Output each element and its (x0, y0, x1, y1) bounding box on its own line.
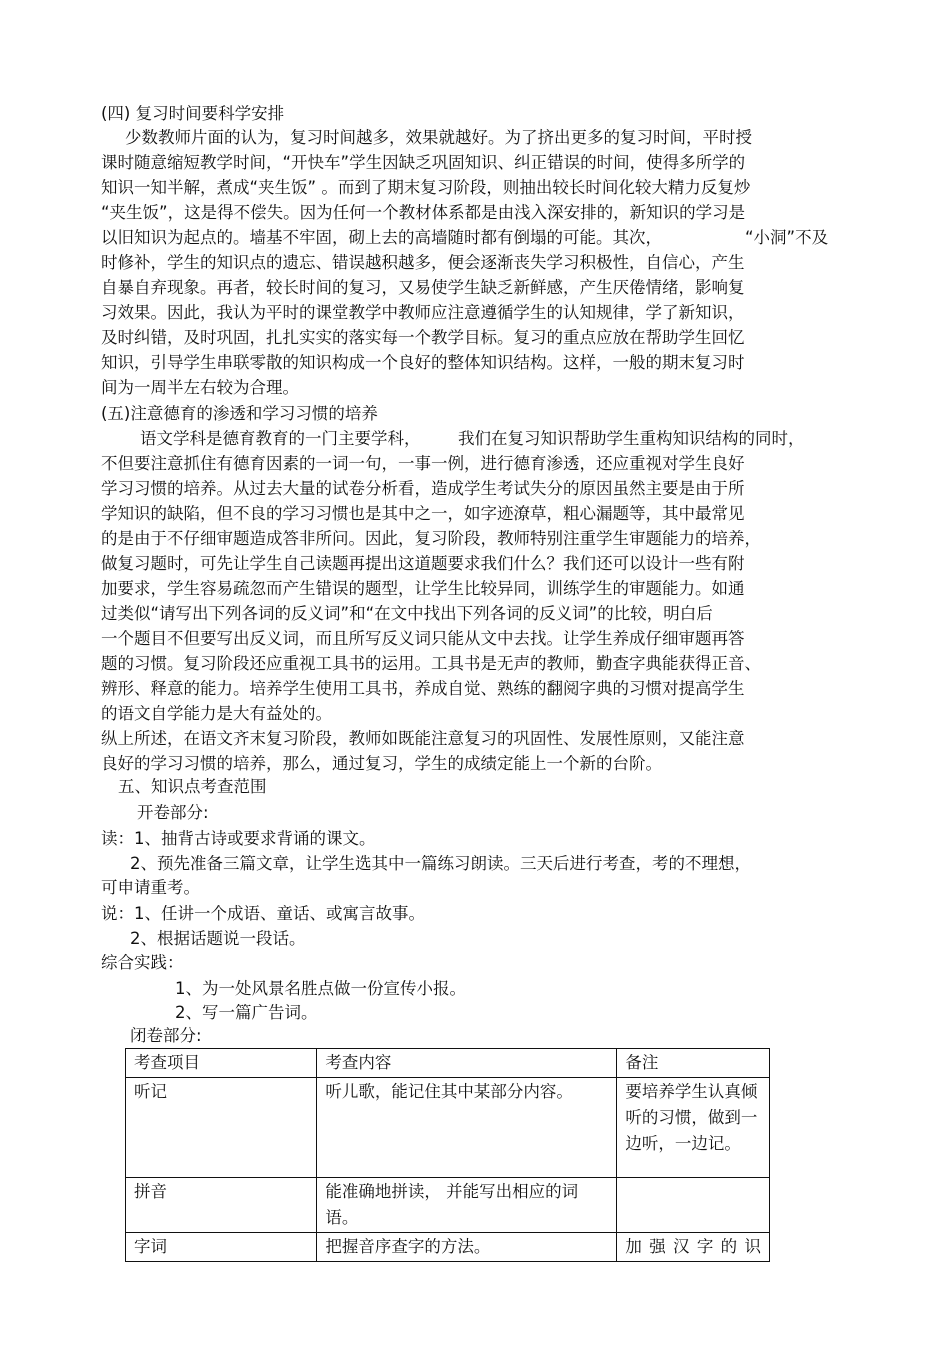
paragraph-line: “夹生饭”，这是得不偿失。因为任何一个教材体系都是由浅入深安排的，新知识的学习是 (101, 203, 746, 222)
paragraph-line: 间为一周半左右较为合理。 (101, 378, 299, 397)
table-row (126, 1178, 770, 1233)
paragraph-line: 一个题目不但要写出反义词，而且所写反义词只能从文中去找。让学生养成仔细审题再答 (101, 629, 745, 648)
paragraph-line: 习效果。因此，我认为平时的课堂教学中教师应注意遵循学生的认知规律，学了新知识， (101, 303, 745, 322)
paragraph-line: 及时纠错，及时巩固，扎扎实实的落实每一个教学目标。复习的重点应放在帮助学生回忆 (101, 328, 745, 347)
paragraph-line: 学习习惯的培养。从过去大量的试卷分析看，造成学生考试失分的原因虽然主要是由于所 (101, 479, 745, 498)
item-cell: 听记 (126, 1078, 317, 1178)
section-5-heading: (五)注意德育的渗透和学习习惯的培养 (101, 404, 378, 423)
paragraph-line: “小洞”不及 (745, 228, 829, 247)
paragraph-line: 的是由于不仔细审题造成答非所问。因此，复习阶段，教师特别注重学生审题能力的培养， (101, 529, 761, 548)
content-cell: 听儿歌，能记住其中某部分内容。 (317, 1078, 617, 1178)
note-cell: 加强汉字的识 (617, 1233, 770, 1262)
note-cell (617, 1178, 770, 1233)
paragraph-line: 过类似“请写出下列各词的反义词”和“在文中找出下列各词的反义词”的比较，明白后 (101, 604, 713, 623)
item-cell: 字词 (126, 1233, 317, 1262)
scope-heading: 五、知识点考查范围 (118, 777, 267, 796)
paragraph-line: 少数教师片面的认为，复习时间越多，效果就越好。为了挤出更多的复习时间，平时授 (125, 128, 752, 147)
paragraph-line: 的语文自学能力是大有益处的。 (101, 704, 332, 723)
say-item-2: 2、根据话题说一段话。 (130, 929, 306, 948)
practice-title: 综合实践： (101, 953, 184, 972)
closed-book-title: 闭卷部分: (130, 1026, 202, 1045)
paragraph-line: 知识，引导学生串联零散的知识构成一个良好的整体知识结构。这样，一般的期末复习时 (101, 353, 745, 372)
table-header-row (126, 1049, 770, 1078)
practice-item-1: 1、为一处风景名胜点做一份宣传小报。 (175, 979, 466, 998)
paragraph-line: 不但要注意抓住有德育因素的一词一句，一事一例，进行德育渗透，还应重视对学生良好 (101, 454, 745, 473)
header-cell: 考查项目 (126, 1049, 317, 1078)
paragraph-line: 辨形、释意的能力。培养学生使用工具书，养成自觉、熟练的翻阅字典的习惯对提高学生 (101, 679, 745, 698)
paragraph-line: 纵上所述，在语文齐末复习阶段，教师如既能注意复习的巩固性、发展性原则，又能注意 (101, 729, 745, 748)
paragraph-line: 良好的学习习惯的培养，那么，通过复习，学生的成绩定能上一个新的台阶。 (101, 754, 662, 773)
paragraph-line: 我们在复习知识帮助学生重构知识结构的同时， (458, 429, 805, 448)
content-cell: 把握音序查字的方法。 (317, 1233, 617, 1262)
open-book-title: 开卷部分: (137, 803, 209, 822)
read-item-2-cont: 可申请重考。 (101, 878, 200, 897)
header-cell: 考查内容 (317, 1049, 617, 1078)
paragraph-line: 加要求，学生容易疏忽而产生错误的题型，让学生比较异同，训练学生的审题能力。如通 (101, 579, 745, 598)
table-row (126, 1233, 770, 1262)
paragraph-line: 题的习惯。复习阶段还应重视工具书的运用。工具书是无声的教师，勤查字典能获得正音、 (101, 654, 761, 673)
table-row (126, 1078, 770, 1178)
paragraph-line: 做复习题时，可先让学生自己读题再提出这道题要求我们什么？我们还可以设计一些有附 (101, 554, 745, 573)
paragraph-line: 时修补，学生的知识点的遗忘、错误越积越多，便会逐渐丧失学习积极性，自信心，产生 (101, 253, 745, 272)
paragraph-line: 语文学科是德育教育的一门主要学科， (140, 429, 421, 448)
header-cell: 备注 (617, 1049, 770, 1078)
paragraph-line: 学知识的缺陷，但不良的学习习惯也是其中之一，如字迹潦草，粗心漏题等，其中最常见 (101, 504, 745, 523)
exam-table (125, 1048, 770, 1262)
paragraph-line: 知识一知半解，煮成“夹生饭” 。而到了期末复习阶段，则抽出较长时间化较大精力反复炒 (101, 178, 751, 197)
paragraph-line: 课时随意缩短教学时间，“开快车”学生因缺乏巩固知识、纠正错误的时间，使得多所学的 (101, 153, 746, 172)
say-item-1: 说：1、任讲一个成语、童话、或寓言故事。 (101, 904, 425, 923)
paragraph-line: 以旧知识为起点的。墙基不牢固，砌上去的高墙随时都有倒塌的可能。其次， (101, 228, 662, 247)
content-cell: 能准确地拼读， 并能写出相应的词语。 (317, 1178, 617, 1233)
item-cell: 拼音 (126, 1178, 317, 1233)
read-item-2: 2、预先准备三篇文章，让学生选其中一篇练习朗读。三天后进行考查，考的不理想， (130, 854, 751, 873)
practice-item-2: 2、写一篇广告词。 (175, 1003, 318, 1022)
note-cell: 要培养学生认真倾听的习惯，做到一边听，一边记。 (617, 1078, 770, 1178)
read-item-1: 读：1、抽背古诗或要求背诵的课文。 (101, 829, 376, 848)
section-4-heading: (四) 复习时间要科学安排 (101, 104, 285, 123)
paragraph-line: 自暴自弃现象。再者，较长时间的复习，又易使学生缺乏新鲜感，产生厌倦情绪，影响复 (101, 278, 745, 297)
